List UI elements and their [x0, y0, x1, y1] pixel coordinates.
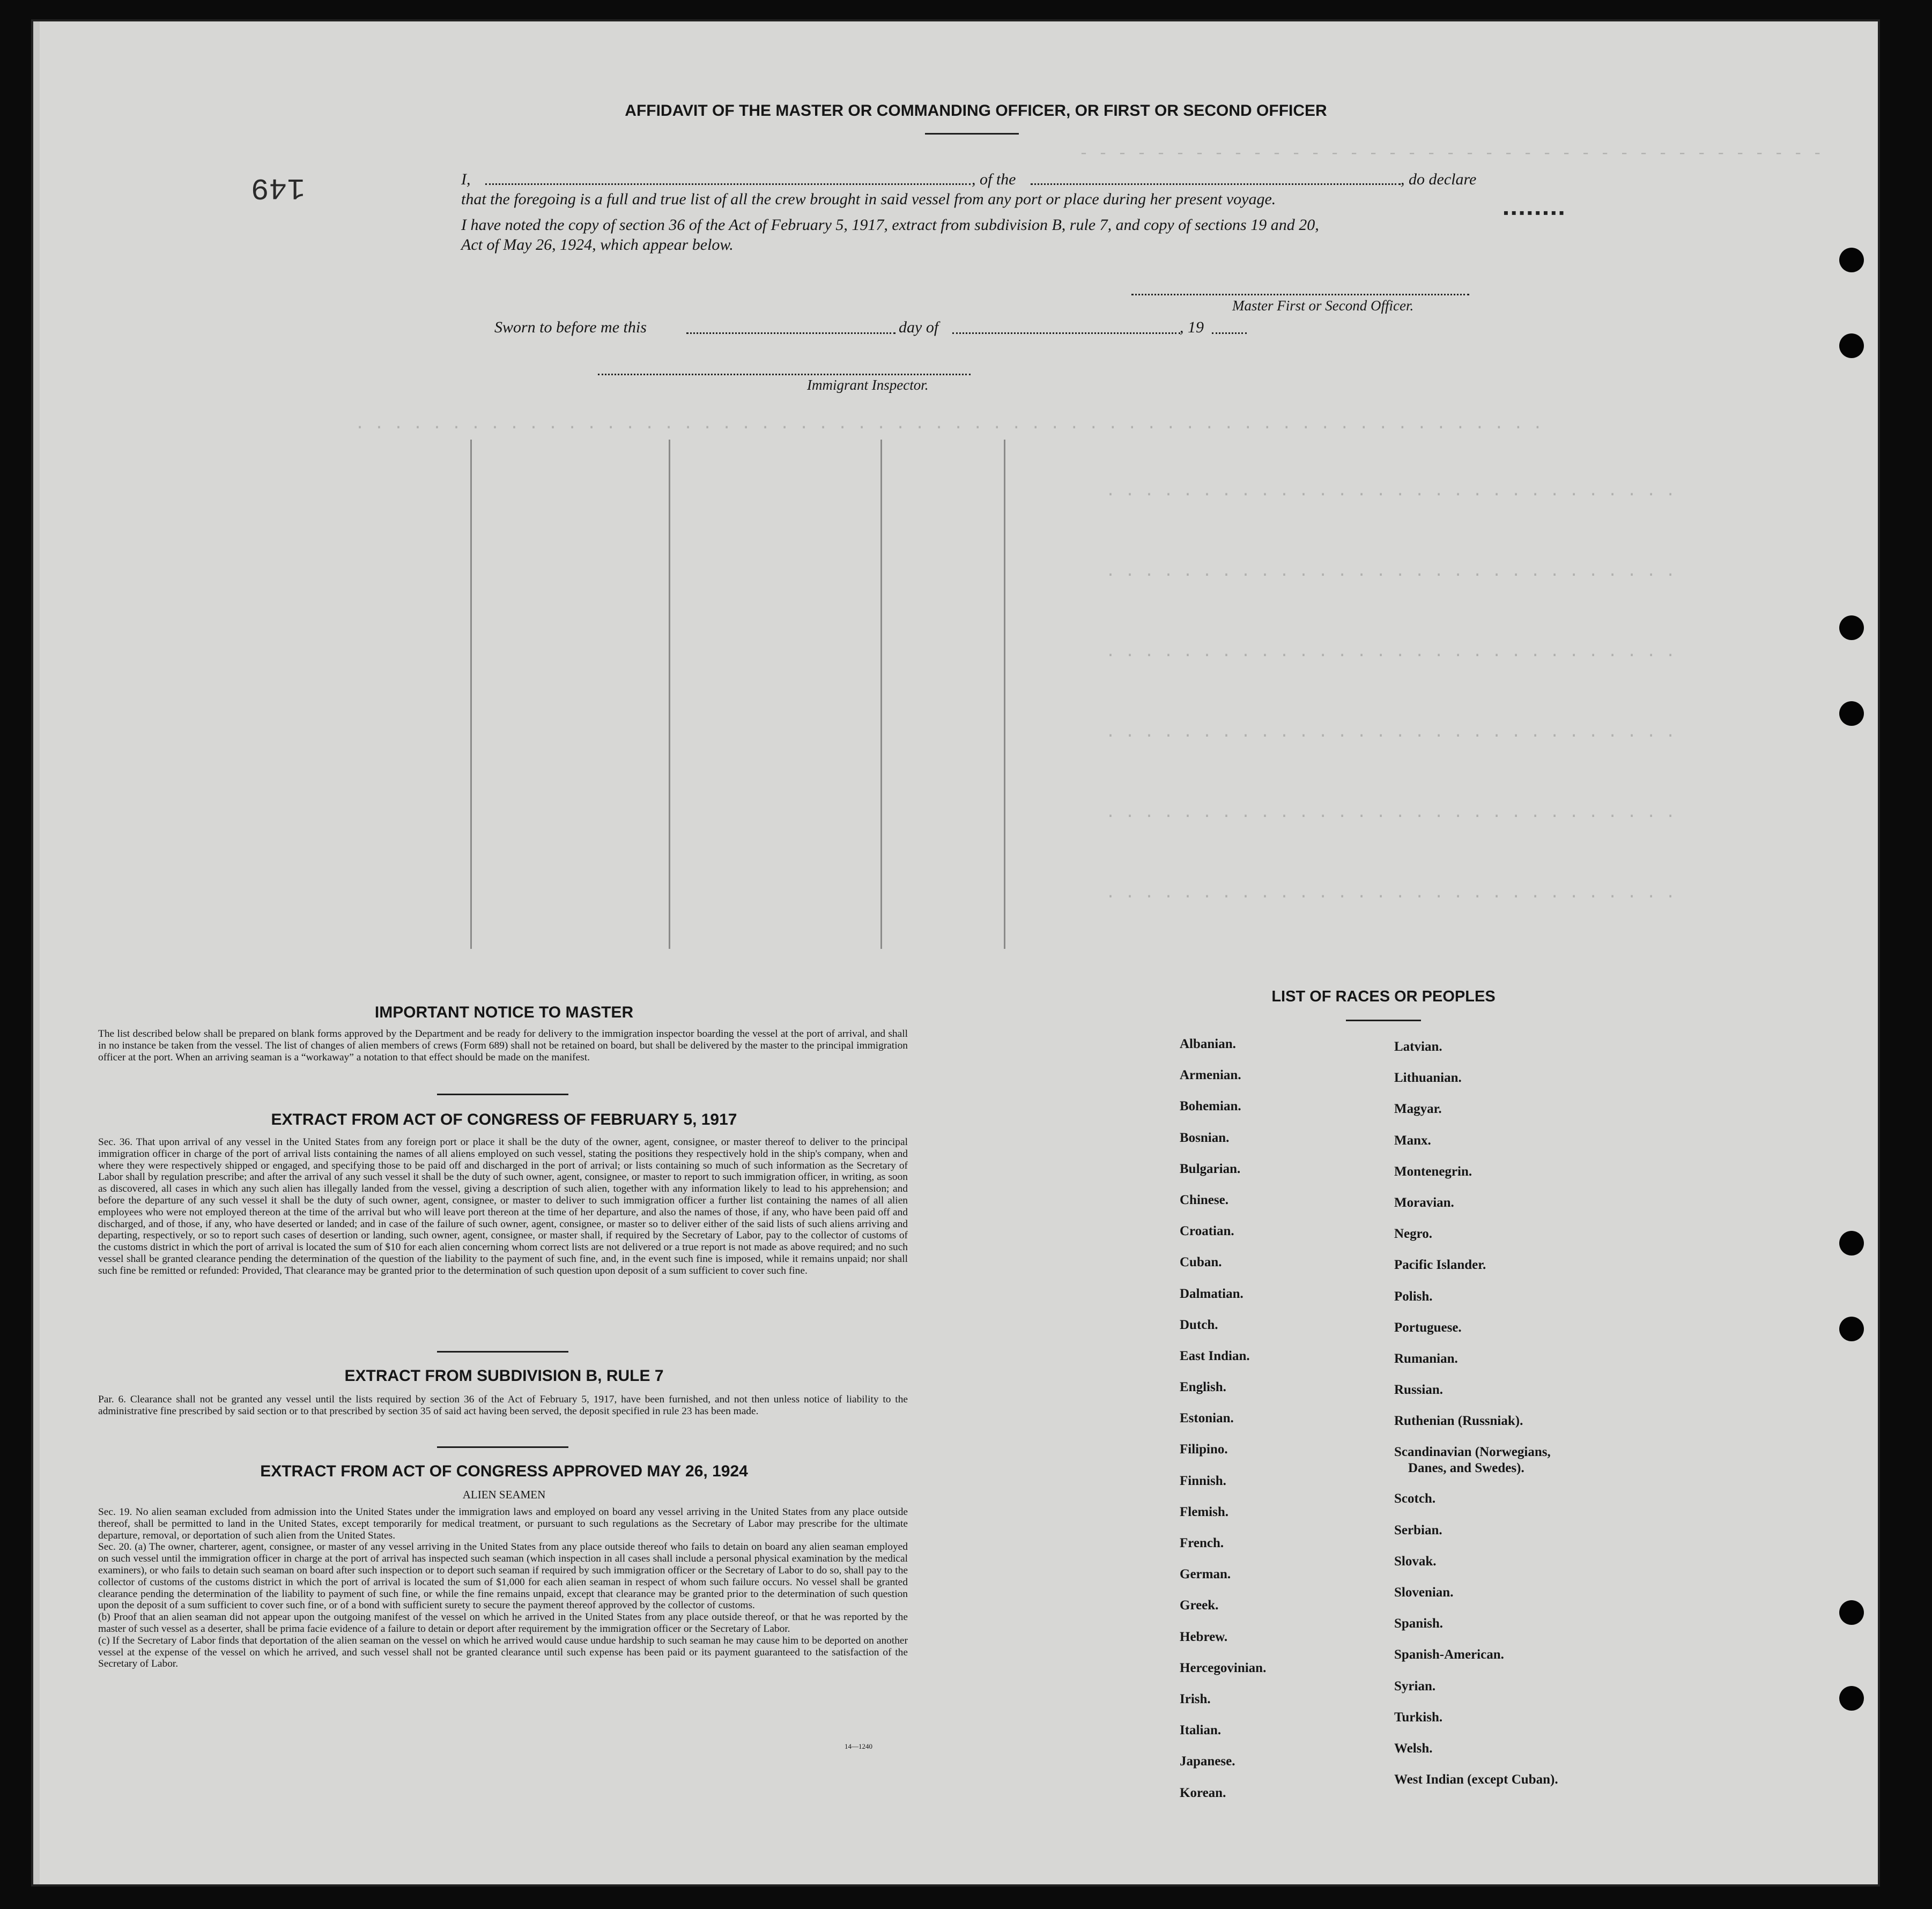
section-36-text: Sec. 36. That upon arrival of any vessel in the United States from any foreign port or place it shall be the duty of the owner, agent, consignee, or master thereof to deliver to the principal immigration officer in charge of the port of arrival lists containing the names of all aliens employed on such vessel, stating the positions they respectively hold in the ship's company, when and where they were respectively shipped or engaged, and specifying those to be paid off and discharged in the port of arrival; or lists containing so much of such information as the Secretary of Labor shall by regulation prescribe; and after the arrival of any such vessel it shall be the duty of such owner, agent, consignee, or master to report to such immigration officer, in writing, as soon as discovered, all cases in which any such alien has illegally landed from the vessel, giving a description of such alien, together with any information likely to lead to his apprehension; and before the departure of any such vessel it shall be the duty of such owner, agent, consignee, or master to deliver to such immigration officer a further list containing the names of all alien employees who were not employed thereon at the time of the arrival but who will leave port thereon at the time of her departure, and also the names of those, if any, who have been paid off and discharged, and of those, if any, who have deserted or landed; and in case of the failure of such owner, agent, consignee, or master so to deliver either of the said lists of such aliens arriving and departing, respectively, or so to report such cases of desertion or landing, such owner, agent, consignee, or master shall, if required by the Secretary of Labor, pay to the collector of customs of the customs district in which the port of arrival is located the sum of $10 for each alien concerning whom correct lists are not delivered or a true report is not made as above required; and no such vessel shall be granted clearance pending the determination of the question of the liability to the payment of such fine, and, in the event such fine is imposed, while it remains unpaid; nor shall such fine be remitted or refunded: Provided, That clearance may be granted prior to the determination of such question upon deposit of a sum sufficient to cover such fine. — [98, 1137, 908, 1276]
section-divider — [437, 1094, 568, 1095]
rule-7-title: EXTRACT FROM SUBDIVISION B, RULE 7 — [344, 1367, 664, 1385]
races-title: LIST OF RACES OR PEOPLES — [1271, 988, 1496, 1005]
race-item: Turkish. — [1394, 1710, 1443, 1725]
race-item: German. — [1180, 1567, 1231, 1582]
section-19-text: Sec. 19. No alien seaman excluded from admission into the United States under the immigration laws and employed on board any vessel arriving in the United States from any place outside thereof, shall be permitted to land in the United States, except temporarily for medical treatment, or pursuant to such regulations as the Secretary of Labor may prescribe for the ultimate departure, removal, or deportation of such alien from the United States. — [98, 1506, 908, 1541]
affidavit-i-label: I, — [461, 170, 471, 188]
punch-hole — [1839, 1686, 1864, 1711]
punch-hole — [1839, 1317, 1864, 1341]
bleed-through-text: . . . . . . . . . . . . . . . . . . . . . . . . . . . . . . — [1106, 804, 1676, 822]
race-item: Finnish. — [1180, 1473, 1226, 1488]
sworn-label: Sworn to before me this — [494, 318, 647, 336]
paragraph-6-text: Par. 6. Clearance shall not be granted any vessel until the lists required by section 36 of the Act of February 5, 1917, have been furnished, and not then unless notice of liability to the administrative fine prescribed by said section or to that prescribed by section 35 of said act having been served, the deposit specified in rule 23 has been made. — [98, 1394, 908, 1417]
race-item: Polish. — [1394, 1289, 1433, 1304]
rule-7-body — [98, 1394, 908, 1417]
race-item: Albanian. — [1180, 1037, 1236, 1051]
race-item: Chinese. — [1180, 1192, 1228, 1207]
race-item: Pacific Islander. — [1394, 1258, 1486, 1273]
sworn-year-field[interactable] — [1212, 332, 1247, 334]
bleed-through-text: . . . . . . . . . . . . . . . . . . . . . . . . . . . . . . — [1106, 563, 1676, 581]
affidavit-line-2: that the foregoing is a full and true list of all the crew brought in said vessel from any port or place during her present voyage. — [461, 190, 1276, 208]
form-number: 14—1240 — [845, 1742, 872, 1750]
alien-seamen-subtitle: ALIEN SEAMEN — [462, 1488, 546, 1501]
race-item: Spanish-American. — [1394, 1647, 1504, 1662]
section-20c-text: (c) If the Secretary of Labor finds that deportation of the alien seaman on the vessel on which he arrived would cause undue hardship to such seaman he may cause him to be deported on another vessel at the expense of the vessel on which he arrived, and such vessel shall not be granted clearance until such expense has been paid or its payment guaranteed to the satisfaction of the Secretary of Labor. — [98, 1635, 908, 1670]
ink-mark: ▪▪▪▪▪▪▪▪ — [1501, 206, 1565, 222]
punch-hole — [1839, 1231, 1864, 1256]
race-item: Bulgarian. — [1180, 1161, 1241, 1176]
sworn-month-field[interactable] — [952, 332, 1180, 334]
races-left-column — [1180, 1036, 1266, 1816]
race-item: Manx. — [1394, 1133, 1431, 1148]
column-rule — [669, 440, 670, 949]
race-item: Rumanian. — [1394, 1351, 1458, 1366]
bleed-through-text: . . . . . . . . . . . . . . . . . . . . . . . . . . . . . . — [1106, 643, 1676, 662]
race-item: Ruthenian (Russniak). — [1394, 1414, 1523, 1429]
punch-hole — [1839, 1600, 1864, 1625]
race-item: Magyar. — [1394, 1102, 1442, 1117]
section-divider — [437, 1446, 568, 1448]
race-item: Russian. — [1394, 1383, 1444, 1398]
race-item: Armenian. — [1180, 1068, 1241, 1083]
column-rule — [880, 440, 882, 949]
bleed-through-text: . . . . . . . . . . . . . . . . . . . . . . . . . . . . . . — [1106, 724, 1676, 742]
race-item: Latvian. — [1394, 1039, 1442, 1054]
sworn-day-field[interactable] — [686, 332, 895, 334]
race-item: Scotch. — [1394, 1491, 1436, 1506]
race-item: Scandinavian (Norwegians, — [1394, 1445, 1551, 1460]
race-item: Greek. — [1180, 1598, 1219, 1613]
race-item: Lithuanian. — [1394, 1071, 1462, 1086]
race-item: Dutch. — [1180, 1317, 1218, 1332]
race-item: Dalmatian. — [1180, 1286, 1243, 1301]
race-item: Portuguese. — [1394, 1320, 1462, 1335]
race-item: West Indian (except Cuban). — [1394, 1772, 1558, 1787]
races-title-underline — [1346, 1020, 1421, 1021]
race-item: Croatian. — [1180, 1224, 1234, 1239]
notice-body — [98, 1028, 908, 1063]
race-item: Welsh. — [1394, 1741, 1433, 1756]
race-item: Bohemian. — [1180, 1099, 1241, 1114]
race-item: Montenegrin. — [1394, 1164, 1472, 1179]
races-right-column — [1394, 1039, 1558, 1803]
bleed-through-text: - - - - - - - - - - - - - - - - - - - - - - - - - - - - - - - - - - - - - - - — [1079, 145, 1823, 163]
punch-hole — [1839, 615, 1864, 640]
inspector-caption: Immigrant Inspector. — [807, 377, 929, 393]
affidavit-line-4: Act of May 26, 1924, which appear below. — [461, 236, 734, 254]
race-item: Estonian. — [1180, 1411, 1234, 1426]
race-item: East Indian. — [1180, 1348, 1250, 1363]
title-underline — [925, 133, 1019, 135]
extract-1917-body — [98, 1137, 908, 1277]
affidavit-of-the-label: , of the — [972, 170, 1016, 188]
race-item: Hebrew. — [1180, 1629, 1228, 1644]
race-item: Cuban. — [1180, 1255, 1222, 1270]
punch-hole — [1839, 701, 1864, 726]
affidavit-title: AFFIDAVIT OF THE MASTER OR COMMANDING OFFICER, OR FIRST OR SECOND OFFICER — [625, 102, 1327, 120]
race-item: Filipino. — [1180, 1442, 1228, 1457]
bleed-through-text: . . . . . . . . . . . . . . . . . . . . . . . . . . . . . . — [1106, 885, 1676, 903]
stamp-number: 149 — [251, 170, 305, 205]
column-rule — [470, 440, 472, 949]
race-item: Italian. — [1180, 1723, 1222, 1738]
affidavit-line-3: I have noted the copy of section 36 of the Act of February 5, 1917, extract from subdivision B, rule 7, and copy of sections 19 and 20, — [461, 216, 1319, 234]
notice-text: The list described below shall be prepared on blank forms approved by the Department and be ready for delivery to the immigration inspector boarding the vessel at the port of arrival, and shall in no instance be taken from the vessel. The list of changes of alien members of crews (Form 689) shall not be retained on board, but shall be delivered by the master to the principal immigration officer at the port. When an arriving seaman is a “workaway” a notation to that effect should be made on the manifest. — [98, 1028, 908, 1063]
race-item: Bosnian. — [1180, 1130, 1230, 1145]
race-item: Slovenian. — [1394, 1585, 1454, 1600]
inspector-signature-field[interactable] — [598, 374, 971, 375]
race-item: Flemish. — [1180, 1504, 1228, 1519]
race-item: Hercegovinian. — [1180, 1660, 1267, 1675]
punch-hole — [1839, 333, 1864, 358]
notice-title: IMPORTANT NOTICE TO MASTER — [374, 1004, 634, 1021]
race-item: Slovak. — [1394, 1554, 1437, 1569]
master-name-field[interactable] — [485, 183, 971, 185]
vessel-name-field[interactable] — [1031, 183, 1401, 185]
race-item: Serbian. — [1394, 1522, 1442, 1537]
race-item: Moravian. — [1394, 1195, 1454, 1210]
race-item: Negro. — [1394, 1227, 1433, 1242]
extract-1924-body — [98, 1506, 908, 1670]
master-signature-caption: Master First or Second Officer. — [1232, 298, 1414, 314]
race-item: French. — [1180, 1536, 1224, 1550]
section-divider — [437, 1351, 568, 1353]
race-item: Irish. — [1180, 1691, 1211, 1706]
master-signature-field[interactable] — [1131, 294, 1469, 295]
punch-hole — [1839, 248, 1864, 272]
race-item: Korean. — [1180, 1785, 1226, 1800]
bleed-through-text: . . . . . . . . . . . . . . . . . . . . . . . . . . . . . . . . . . . . . . . . . . . . . . . . . . . . . . . . . . . . . . — [355, 415, 1543, 434]
race-item: Syrian. — [1394, 1678, 1436, 1693]
extract-1924-title: EXTRACT FROM ACT OF CONGRESS APPROVED MAY 26, 1924 — [260, 1462, 748, 1480]
section-20a-text: Sec. 20. (a) The owner, charterer, agent, consignee, or master of any vessel arriving in the United States from any place outside thereof who fails to detain on board any alien seaman employed on such vessel until the immigration officer in charge at the port of arrival has inspected such seaman (which inspection in all cases shall include a personal physical examination by the medical examiners), or who fails to detain such seaman on board after such inspection or to deport such seaman if required by such immigration officer or the Secretary of Labor to do so, shall pay to the collector of customs of the customs district in which the port of arrival is located the sum of $1,000 for each alien seaman in respect of whom such failure occurs. No vessel shall be granted clearance pending the determination of the liability to payment of such fine, or while the fine remains unpaid, except that clearance may be granted prior to the determination of such question upon the deposit of a sum sufficient to cover such fine, or of a bond with sufficient surety to secure the payment thereof approved by the collector of customs. — [98, 1541, 908, 1611]
bleed-through-text: . . . . . . . . . . . . . . . . . . . . . . . . . . . . . . — [1106, 482, 1676, 501]
section-20b-text: (b) Proof that an alien seaman did not appear upon the outgoing manifest of the vessel on which he arrived in the United States from any place outside thereof, or that he was reported by the master of such vessel as a deserter, shall be prima facie evidence of a failure to detain or deport after requirement by the immigration officer or the Secretary of Labor. — [98, 1611, 908, 1635]
year-label: , 19 — [1180, 318, 1204, 336]
race-item: Spanish. — [1394, 1616, 1444, 1631]
race-item: English. — [1180, 1380, 1226, 1395]
column-rule — [1004, 440, 1005, 949]
race-item: Japanese. — [1180, 1754, 1235, 1769]
day-of-label: day of — [899, 318, 939, 336]
affidavit-declare-label: , do declare — [1401, 170, 1477, 188]
extract-1917-title: EXTRACT FROM ACT OF CONGRESS OF FEBRUARY 5, 1917 — [271, 1111, 737, 1128]
race-item-continued: Danes, and Swedes). — [1408, 1461, 1524, 1476]
